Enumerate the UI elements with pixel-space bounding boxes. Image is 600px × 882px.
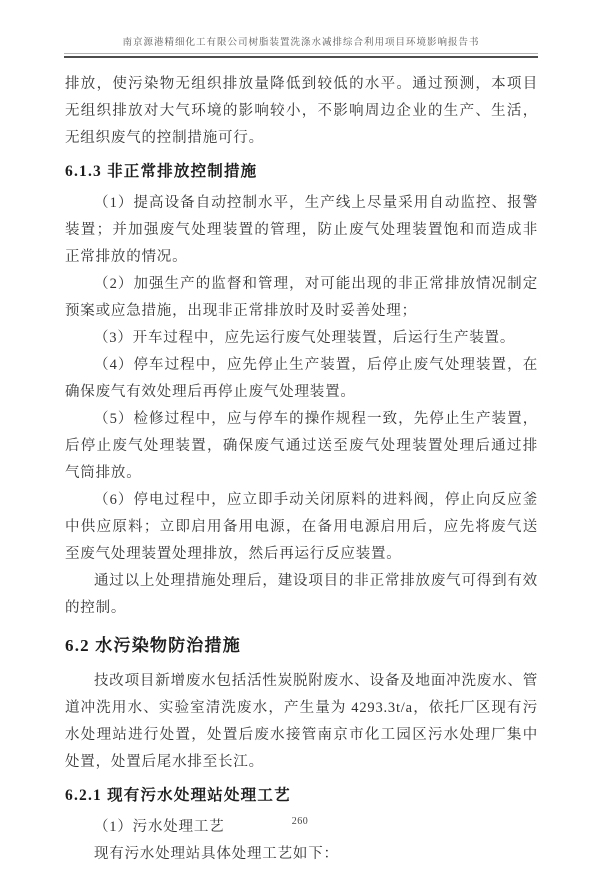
paragraph-wastewater-overview: 技改项目新增废水包括活性炭脱附废水、设备及地面冲洗废水、管道冲洗用水、实验室清洗废水，产生量为 4293.3t/a，依托厂区现有污水处理站进行处置，处置后废水接管南京市化工园区污水处理厂集中处置，处置后尾水排至长江。 [65,673,538,770]
section-heading-6-2-1: 6.2.1 现有污水处理站处理工艺 [65,787,291,804]
list-paragraph-6: （6）停电过程中，应立即手动关闭原料的进料阀，停止向反应釜中供应原料；立即启用备用电源，在备用电源启用后，应先将废气送至废气处理装置处理排放，然后再运行反应装置。 [65,492,538,562]
document-page [0,34,600,882]
header-rule [64,53,538,58]
list-paragraph-5: （5）检修过程中，应与停车的操作规程一致，先停止生产装置，后停止废气处理装置，确保废气通过送至废气处理装置处理后通过排气筒排放。 [65,411,538,481]
list-paragraph-1: （1）提高设备自动控制水平，生产线上尽量采用自动监控、报警装置；并加强废气处理装置的管理，防止废气处理装置饱和而造成非正常排放的情况。 [65,195,538,265]
closing-paragraph-6-1-3: 通过以上处理措施处理后，建设项目的非正常排放废气可得到有效的控制。 [65,573,538,616]
section-heading-6-1-3: 6.1.3 非正常排放控制措施 [65,163,258,180]
running-header-title: 南京源港精细化工有限公司树脂装置洗涤水减排综合利用项目环境影响报告书 [122,38,480,48]
list-paragraph-2: （2）加强生产的监督和管理，对可能出现的非正常排放情况制定预案或应急措施，出现非正常排放时及时妥善处理； [65,276,538,319]
document-body [65,71,538,868]
paragraph-continuation: 排放，使污染物无组织排放量降低到较低的水平。通过预测，本项目无组织排放对大气环境的影响较小，不影响周边企业的生产、生活，无组织废气的控制措施可行。 [65,76,538,146]
paragraph-process-subtitle: （1）污水处理工艺 [94,819,225,835]
page-footer [0,811,600,829]
list-paragraph-3: （3）开车过程中，应先运行废气处理装置，后运行生产装置。 [94,330,516,346]
list-paragraph-4: （4）停车过程中，应先停止生产装置，后停止废气处理装置，在确保废气有效处理后再停止废气处理装置。 [65,357,538,400]
page-number: 260 [291,816,309,827]
section-heading-6-2: 6.2 水污染物防治措施 [65,636,241,655]
page-header [64,34,538,58]
paragraph-process-intro: 现有污水处理站具体处理工艺如下： [94,846,339,862]
